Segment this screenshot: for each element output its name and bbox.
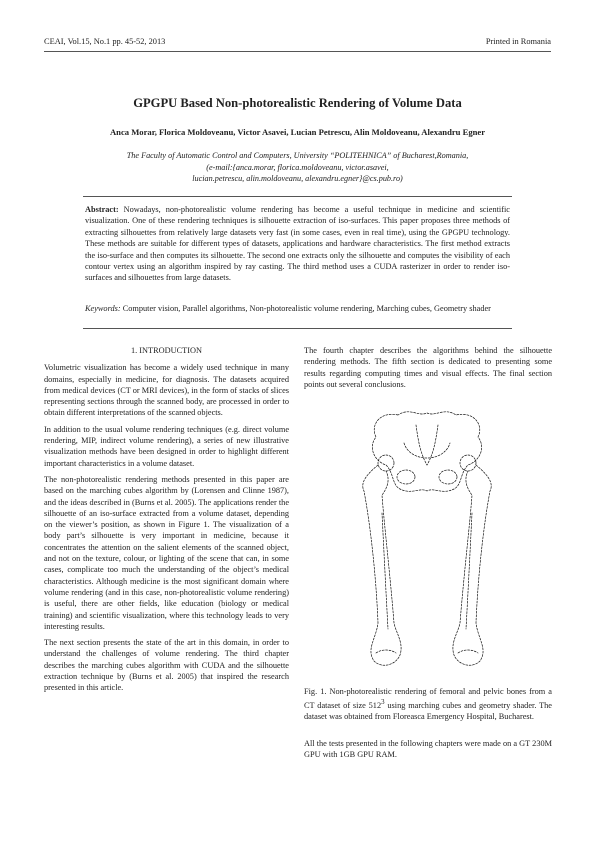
knee-right-detail: [458, 650, 478, 653]
right-column: [304, 345, 552, 395]
pelvis-outline: [372, 412, 481, 492]
caption-superscript: 3: [381, 699, 385, 707]
femoral-head-right: [460, 455, 476, 471]
abstract-label: Abstract:: [85, 205, 119, 214]
keywords: [85, 303, 510, 314]
caption-text: Fig. 1. Non-photorealistic rendering of femoral and pelvic bones from a CT dataset of size 512: [304, 687, 552, 711]
left-column: [44, 345, 289, 699]
keywords-label: Keywords:: [85, 304, 121, 313]
knee-left-detail: [376, 650, 396, 653]
printed-in: Printed in Romania: [485, 37, 551, 46]
paragraph: In addition to the usual volume rendering techniques (e.g. direct volume rendering, MIP, indirect volume rendering), a series of new illustrative visualization methods have been designed in order to highlight different important characteristics in a volume dataset.: [44, 424, 289, 468]
paper-title: GPGPU Based Non-photorealistic Rendering of Volume Data: [133, 96, 462, 110]
affiliation-line-2: (e-mail:{anca.morar, florica.moldoveanu, victor.asavei,: [206, 162, 389, 172]
pelvic-inlet: [404, 443, 450, 458]
affiliation: [60, 150, 535, 185]
paragraph-gpu-tests: All the tests presented in the following chapters were made on a GT 230M GPU with 1GB GPU RAM.: [304, 739, 552, 760]
author-list: Anca Morar, Florica Moldoveanu, Victor Asavei, Lucian Petrescu, Alin Moldoveanu, Alexandru Egner: [109, 127, 486, 137]
femur-left: [363, 465, 401, 665]
femur-right: [453, 465, 491, 665]
paragraph: The fourth chapter describes the algorithms behind the silhouette rendering methods. The fifth section is dedicated to presenting some results regarding computing times and visual effects. The final section points out several conclusions.: [304, 346, 552, 389]
paragraph: The next section presents the state of the art in this domain, in order to understand the challenges of volume rendering. The third chapter describes the marching cubes algorithm with CUDA and the silhouette extraction technique by (Burns et al. 2005) that inspired the research presented in this article.: [44, 638, 289, 693]
sacrum-outline: [416, 425, 438, 465]
abstract-box: [83, 196, 512, 329]
paragraph: Volumetric visualization has become a widely used technique in many domains, especially in medicine, for diagnosis. The datasets acquired from medical devices (CT or MRI devices), in the form of stacks of slices representing sections through the scanned body, are processed in order to obtain different interpretations of the scanned objects.: [44, 363, 289, 418]
affiliation-line-3: lucian.petrescu, alin.moldoveanu, alexandru.egner}@cs.pub.ro): [192, 174, 403, 183]
abstract-text: Nowadays, non-photorealistic volume rendering has become a useful technique in medicine and scientific visualization. One of these rendering techniques is silhouette extraction of iso-surfaces. This paper proposes three methods of extracting silhouettes from relatively large datasets very fast (in some cases, even in real time), using the GPGPU technology. These methods are suitable for different types of datasets, applications and hardware characteristics. The first method extracts the iso-surface and then computes its silhouette. The second one extracts only the silhouette and computes the visibility of each contour vertex using an algorithm inspired by ray casting. The third method uses a CUDA rasterizer in order to render iso-surfaces and silhouettes from large datasets.: [85, 205, 510, 283]
obturator-left: [397, 470, 415, 484]
femoral-head-left: [378, 455, 394, 471]
paragraph: The non-photorealistic rendering methods presented in this paper are based on the marching cubes algorithm by (Lorensen and Clinne 1987), and the ideas described in (Burns et al. 2005). The applications render the silhouette of an iso-surface extracted from a volume dataset, depending on the viewer’s position, as shown in Figure 1. The visualization of a body part’s silhouette is very important in medicine, because it concentrates the attention on the salient elements of the scanned object, and not on the texture, colour, or lighting of the scene that can, in some cases, complicate too much the understanding of the object’s medical characteristics. Although medicine is the most significant domain where volume rendering (and in this case, non-photorealistic volume rendering) is useful, there are other fields, like education (biology or medical training) and scientific visualization, where this technology leads to very interesting results.: [44, 474, 289, 631]
running-header: [44, 37, 551, 52]
obturator-right: [439, 470, 457, 484]
caption-text-end: using marching cubes and geometry shader. The dataset was obtained from Floreasca Emergency Hospital, Bucharest.: [304, 701, 552, 722]
affiliation-line-1: The Faculty of Automatic Control and Computers, University “POLITEHNICA” of Bucharest,Romania,: [126, 151, 469, 160]
keywords-text: Computer vision, Parallel algorithms, Non-photorealistic volume rendering, Marching cubes, Geometry shader: [120, 304, 491, 313]
abstract: [85, 204, 510, 284]
journal-citation: CEAI, Vol.15, No.1 pp. 45-52, 2013: [44, 37, 166, 46]
figure-1-caption: [304, 686, 552, 723]
figure-1-bone-silhouette: [320, 403, 535, 681]
section-heading-introduction: 1. INTRODUCTION: [131, 346, 202, 355]
